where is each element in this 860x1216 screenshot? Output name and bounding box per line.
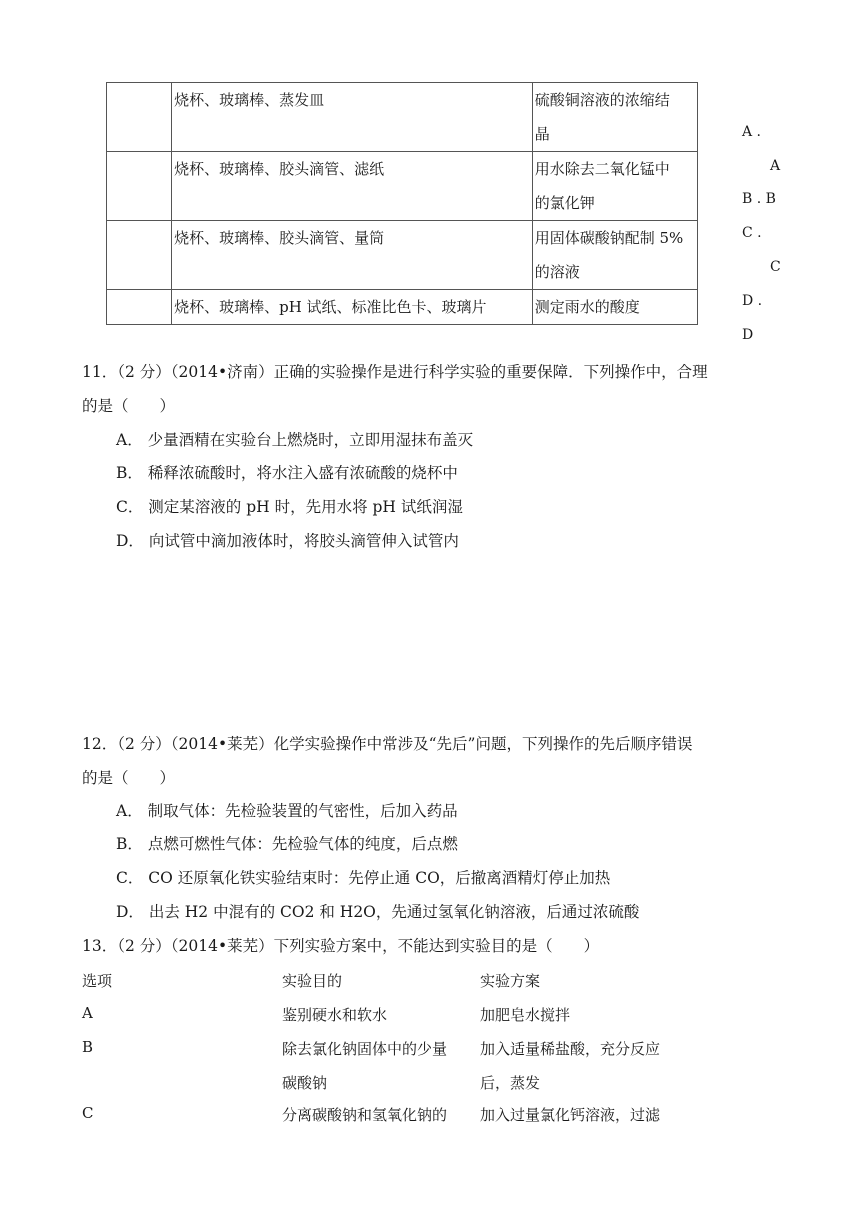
question-12-stem-cont: 的是（ ）	[82, 769, 176, 787]
q13-row-option: B	[82, 1038, 94, 1056]
experiment-line: 用水除去二氧化锰中	[534, 160, 670, 178]
table-cell	[107, 290, 172, 325]
tools-cell: 烧杯、玻璃棒、pH 试纸、标准比色卡、玻璃片	[172, 290, 533, 325]
q13-row-plan: 加入过量氯化钙溶液，过滤	[480, 1106, 661, 1124]
question-11-option-d: D． 向试管中滴加液体时，将胶头滴管伸入试管内	[116, 532, 459, 550]
apparatus-table	[106, 82, 698, 325]
q13-row-plan: 加肥皂水搅拌	[480, 1006, 571, 1024]
q13-header-option: 选项	[82, 972, 113, 990]
question-11-option-a: A． 少量酒精在实验台上燃烧时，立即用湿抹布盖灭	[116, 431, 474, 449]
experiment-cell	[532, 221, 697, 290]
question-12-option-d: D． 出去 H2 中混有的 CO2 和 H2O，先通过氢氧化钠溶液，后通过浓硫酸	[116, 903, 640, 921]
experiment-line: 用固体碳酸钠配制 5%	[534, 229, 684, 247]
tools-cell: 烧杯、玻璃棒、胶头滴管、量筒	[172, 221, 533, 290]
question-12-option-b: B． 点燃可燃性气体：先检验气体的纯度，后点燃	[116, 835, 458, 853]
side-option-b: B . B	[742, 191, 776, 207]
tools-cell: 烧杯、玻璃棒、胶头滴管、滤纸	[172, 152, 533, 221]
q13-header-plan: 实验方案	[480, 972, 541, 990]
question-12-stem: 12．（2 分）（2014•莱芜）化学实验操作中常涉及“先后”问题，下列操作的先后顺序错误	[82, 735, 693, 753]
q13-row-purpose: 分离碳酸钠和氢氧化钠的	[282, 1106, 448, 1124]
q13-header-purpose: 实验目的	[282, 972, 343, 990]
question-11-stem-cont: 的是（ ）	[82, 397, 176, 415]
side-option-a: A .	[742, 124, 762, 140]
table-row	[107, 290, 698, 325]
table-row	[107, 221, 698, 290]
q13-row-purpose: 鉴别硬水和软水	[282, 1006, 388, 1024]
experiment-cell	[532, 83, 697, 152]
side-option-c: C .	[742, 225, 762, 241]
experiment-cell	[532, 152, 697, 221]
question-12-option-c: C． CO 还原氧化铁实验结束时：先停止通 CO，后撤离酒精灯停止加热	[116, 869, 611, 887]
experiment-cell: 测定雨水的酸度	[532, 290, 697, 325]
q13-row-purpose: 除去氯化钠固体中的少量	[282, 1040, 448, 1058]
table-row	[107, 83, 698, 152]
q13-row-option: C	[82, 1104, 94, 1122]
side-option-d-value: D	[742, 327, 754, 343]
table-cell	[107, 221, 172, 290]
question-12-option-a: A． 制取气体：先检验装置的气密性，后加入药品	[116, 802, 458, 820]
tools-cell: 烧杯、玻璃棒、蒸发皿	[172, 83, 533, 152]
side-option-c-value: C	[770, 259, 781, 275]
side-option-d: D .	[742, 293, 763, 309]
question-11-option-b: B． 稀释浓硫酸时，将水注入盛有浓硫酸的烧杯中	[116, 464, 458, 482]
question-11-stem: 11．（2 分）（2014•济南）正确的实验操作是进行科学实验的重要保障．下列操作中，合理	[82, 363, 708, 381]
q13-row-purpose-cont: 碳酸钠	[282, 1074, 328, 1092]
table-row	[107, 152, 698, 221]
experiment-line: 的氯化钾	[534, 194, 595, 212]
experiment-line: 硫酸铜溶液的浓缩结	[534, 91, 670, 109]
side-option-a-value: A	[770, 158, 781, 174]
q13-row-plan-cont: 后，蒸发	[480, 1074, 541, 1092]
experiment-line: 的溶液	[534, 263, 580, 281]
table-cell	[107, 83, 172, 152]
q13-row-plan: 加入适量稀盐酸，充分反应	[480, 1040, 661, 1058]
table-cell	[107, 152, 172, 221]
q13-row-option: A	[82, 1004, 93, 1022]
experiment-line: 晶	[534, 125, 550, 143]
question-13-stem: 13．（2 分）（2014•莱芜）下列实验方案中，不能达到实验目的是（ ）	[82, 937, 600, 955]
question-11-option-c: C． 测定某溶液的 pH 时，先用水将 pH 试纸润湿	[116, 498, 463, 516]
